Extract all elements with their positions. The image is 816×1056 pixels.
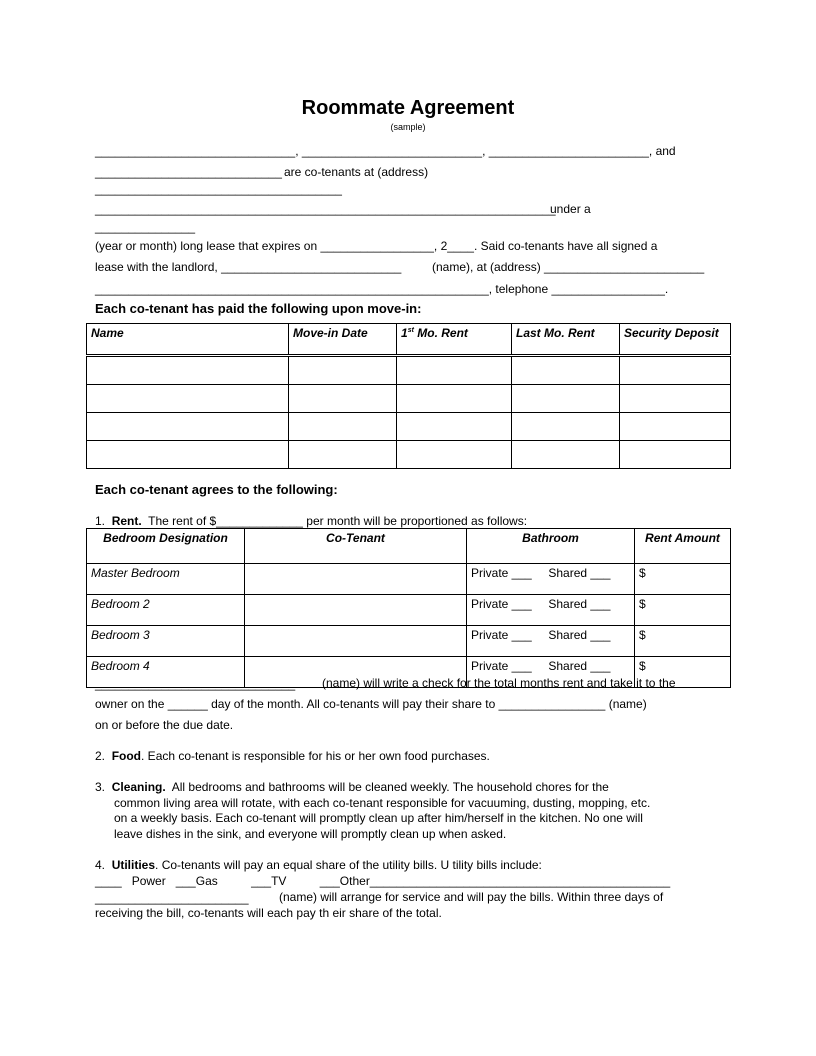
- table-row: [87, 356, 731, 385]
- bathroom-cell[interactable]: Private ___ Shared ___: [467, 657, 635, 688]
- table-cell[interactable]: [620, 413, 731, 441]
- intro-line-5: _______________: [95, 220, 196, 234]
- table-cell[interactable]: [397, 413, 512, 441]
- cotenant-cell[interactable]: [245, 595, 467, 626]
- bathroom-cell[interactable]: Private ___ Shared ___: [467, 564, 635, 595]
- table-row: [87, 564, 731, 595]
- col-co-tenant: Co-Tenant: [245, 529, 467, 564]
- bedroom-cell: Bedroom 4: [87, 657, 245, 688]
- col-last-month-rent: Last Mo. Rent: [512, 324, 620, 356]
- movein-heading: Each co-tenant has paid the following upon move-in:: [95, 301, 422, 316]
- table-cell[interactable]: [620, 356, 731, 385]
- intro-line-2-blank: ____________________________: [95, 165, 282, 179]
- cleaning-line-2: common living area will rotate, with each co-tenant responsible for vacuuming, dusting, mopping, etc.: [114, 796, 651, 810]
- agrees-heading: Each co-tenant agrees to the following:: [95, 482, 338, 497]
- table-cell[interactable]: [289, 356, 397, 385]
- rent-table: [86, 528, 731, 688]
- table-cell[interactable]: [397, 385, 512, 413]
- table-cell[interactable]: [620, 385, 731, 413]
- table-cell[interactable]: [512, 385, 620, 413]
- table-cell[interactable]: [87, 413, 289, 441]
- check-line-1-text: (name) will write a check for the total months rent and take it to the: [322, 676, 676, 690]
- first-month-suffix: st: [407, 327, 414, 334]
- intro-line-7-a: lease with the landlord, ___________________________: [95, 260, 402, 274]
- rent-number: 1.: [95, 514, 106, 528]
- intro-line-4-blank: _____________________________________________________________________: [95, 202, 556, 216]
- intro-line-8: ___________________________________________________________, telephone _________________.: [95, 282, 669, 296]
- check-line-1-blank: ______________________________: [95, 677, 296, 691]
- intro-line-2-text: are co-tenants at (address): [284, 165, 429, 179]
- table-row: [87, 413, 731, 441]
- utilities-label: Utilities: [111, 858, 156, 872]
- cleaning-number: 3.: [95, 780, 106, 794]
- table-cell[interactable]: [87, 356, 289, 385]
- rent-clause: [95, 514, 527, 528]
- utilities-line-3-text: (name) will arrange for service and will pay the bills. Within three days of: [279, 890, 664, 904]
- table-cell[interactable]: [512, 413, 620, 441]
- bedroom-cell: Bedroom 3: [87, 626, 245, 657]
- intro-line-1: ______________________________, ___________________________, ________________________, and: [95, 144, 676, 158]
- rent-amount-cell[interactable]: $: [635, 595, 731, 626]
- cleaning-clause: [95, 780, 609, 794]
- utilities-clause: [95, 858, 542, 872]
- col-bathroom: Bathroom: [467, 529, 635, 564]
- col-first-month-rent: [397, 324, 512, 356]
- intro-line-7-b: (name), at (address) ________________________: [432, 260, 705, 274]
- intro-line-6: (year or month) long lease that expires on _________________, 2____. Said co-tenants have all signed a: [95, 239, 658, 253]
- table-cell[interactable]: [397, 441, 512, 469]
- food-clause: [95, 749, 490, 763]
- utilities-line-4: receiving the bill, co-tenants will each pay th eir share of the total.: [95, 906, 442, 920]
- utilities-line-3-blank: _______________________: [95, 891, 249, 905]
- food-number: 2.: [95, 749, 106, 763]
- rent-header-row: [87, 529, 731, 564]
- check-line-3: on or before the due date.: [95, 718, 234, 732]
- cleaning-label: Cleaning.: [111, 780, 166, 794]
- bedroom-cell: Bedroom 2: [87, 595, 245, 626]
- first-month-label: Mo. Rent: [413, 326, 468, 340]
- table-cell[interactable]: [289, 413, 397, 441]
- table-cell[interactable]: [512, 441, 620, 469]
- intro-line-4-text: under a: [550, 202, 591, 216]
- page-subtitle: (sample): [390, 122, 426, 132]
- table-cell[interactable]: [397, 356, 512, 385]
- table-row: [87, 385, 731, 413]
- col-movein-date: Move-in Date: [289, 324, 397, 356]
- col-bedroom-designation: Bedroom Designation: [87, 529, 245, 564]
- table-cell[interactable]: [87, 385, 289, 413]
- table-cell[interactable]: [87, 441, 289, 469]
- utilities-line-1: . Co-tenants will pay an equal share of the utility bills. U tility bills include:: [155, 858, 542, 872]
- cleaning-line-3: on a weekly basis. Each co-tenant will promptly clean up after him/herself in the kitchen. No one will: [114, 811, 643, 825]
- table-cell[interactable]: [512, 356, 620, 385]
- rent-text: The rent of $_____________ per month will be proportioned as follows:: [148, 514, 528, 528]
- cleaning-line-1: All bedrooms and bathrooms will be cleaned weekly. The household chores for the: [171, 780, 609, 794]
- cleaning-line-4: leave dishes in the sink, and everyone will promptly clean up when asked.: [114, 827, 507, 841]
- cotenant-cell[interactable]: [245, 626, 467, 657]
- rent-amount-cell[interactable]: $: [635, 657, 731, 688]
- check-line-2: owner on the ______ day of the month. All co-tenants will pay their share to ________________ (name): [95, 697, 647, 711]
- movein-header-row: [87, 324, 731, 356]
- table-cell[interactable]: [620, 441, 731, 469]
- table-cell[interactable]: [289, 441, 397, 469]
- bathroom-cell[interactable]: Private ___ Shared ___: [467, 626, 635, 657]
- first-month-num: 1: [401, 326, 408, 340]
- table-row: [87, 595, 731, 626]
- utilities-number: 4.: [95, 858, 106, 872]
- col-name: Name: [87, 324, 289, 356]
- rent-label: Rent.: [111, 514, 142, 528]
- table-row: [87, 626, 731, 657]
- col-rent-amount: Rent Amount: [635, 529, 731, 564]
- table-row: [87, 441, 731, 469]
- rent-amount-cell[interactable]: $: [635, 564, 731, 595]
- food-label: Food: [111, 749, 142, 763]
- col-security-deposit: Security Deposit: [620, 324, 731, 356]
- intro-line-3: _____________________________________: [95, 182, 342, 196]
- rent-amount-cell[interactable]: $: [635, 626, 731, 657]
- bedroom-cell: Master Bedroom: [87, 564, 245, 595]
- utilities-line-2: ____ Power ___Gas ___TV ___Other_____________________________________________: [95, 874, 671, 888]
- movein-table: [86, 323, 731, 469]
- page-title: Roommate Agreement: [301, 97, 515, 119]
- bathroom-cell[interactable]: Private ___ Shared ___: [467, 595, 635, 626]
- table-cell[interactable]: [289, 385, 397, 413]
- food-text: . Each co-tenant is responsible for his or her own food purchases.: [141, 749, 490, 763]
- cotenant-cell[interactable]: [245, 564, 467, 595]
